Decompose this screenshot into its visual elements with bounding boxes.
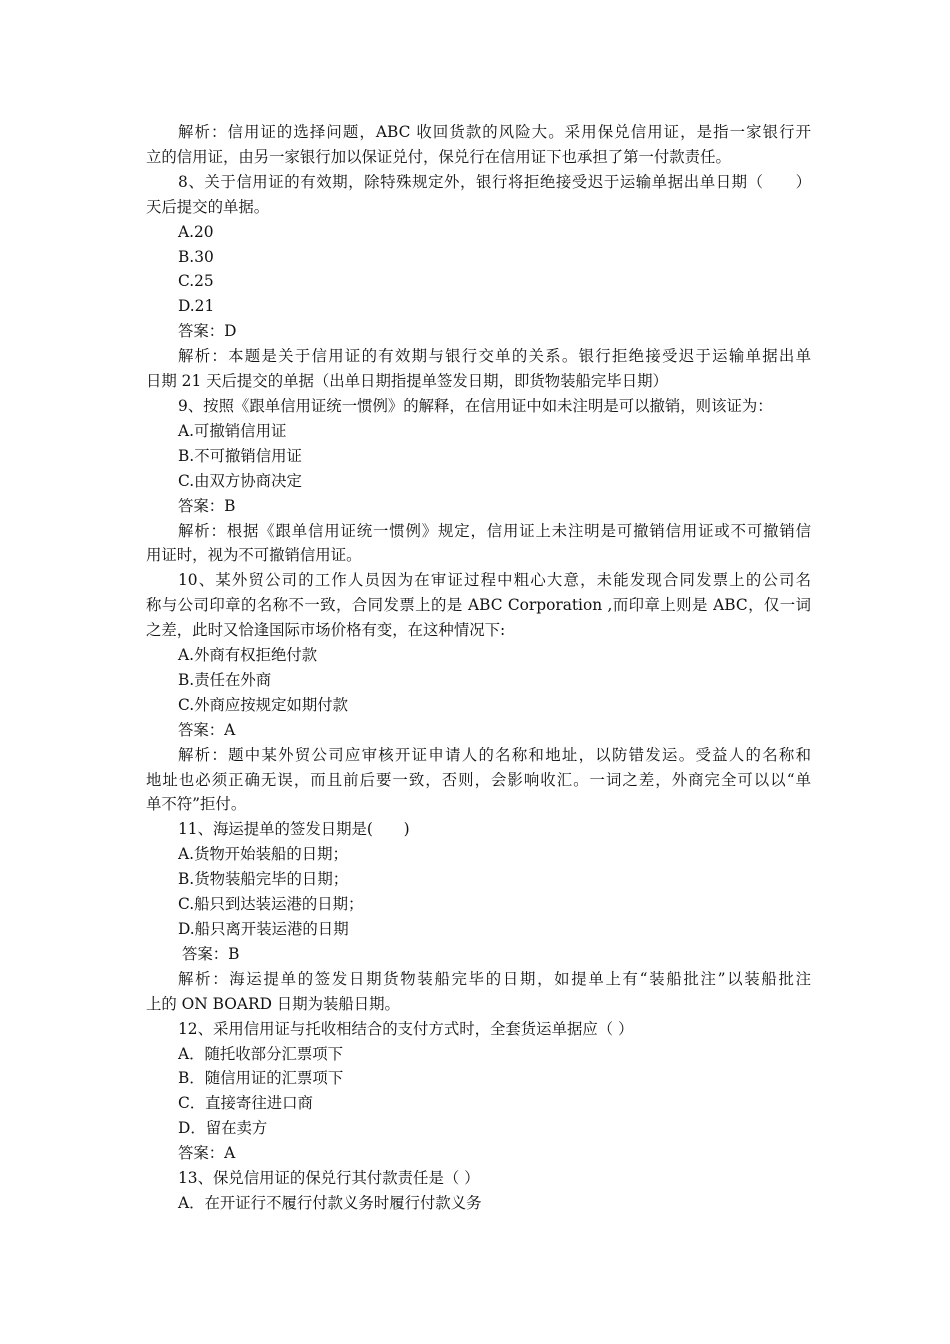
text-line: 日期 21 天后提交的单据（出单日期指提单签发日期，即货物装船完毕日期） — [146, 372, 668, 391]
option-a: A.20 — [178, 222, 214, 241]
text-line: 立的信用证，由另一家银行加以保证兑付，保兑行在信用证下也承担了第一付款责任。 — [146, 147, 731, 166]
option-c: C．直接寄往进口商 — [178, 1094, 313, 1113]
answer: 答案：B — [182, 944, 240, 963]
option-a: A.货物开始装船的日期； — [178, 845, 348, 864]
text-line: 地址也必须正确无误，而且前后要一致，否则，会影响收汇。一词之差，外商完全可以以“单 — [146, 770, 811, 789]
option-c: C.25 — [178, 272, 214, 291]
explanation: 解析：海运提单的签发日期货物装船完毕的日期，如提单上有“装船批注”以装船批注 — [178, 969, 811, 988]
question-11: 11、海运提单的签发日期是( ) — [178, 820, 410, 839]
option-a: A．随托收部分汇票项下 — [178, 1044, 344, 1063]
answer: 答案：D — [178, 322, 237, 341]
question-13: 13、保兑信用证的保兑行其付款责任是（ ） — [178, 1169, 480, 1188]
option-b: B.不可撤销信用证 — [178, 446, 302, 465]
option-b: B.货物装船完毕的日期； — [178, 870, 349, 889]
answer: 答案：A — [178, 1144, 236, 1163]
text-line: 上的 ON BOARD 日期为装船日期。 — [146, 994, 400, 1013]
option-b: B.责任在外商 — [178, 670, 272, 689]
explanation: 解析：根据《跟单信用证统一惯例》规定，信用证上未注明是可撤销信用证或不可撤销信 — [178, 521, 811, 540]
text-line: 用证时，视为不可撤销信用证。 — [146, 546, 362, 565]
text-line: 天后提交的单据。 — [146, 197, 270, 216]
option-c: C.船只到达装运港的日期； — [178, 895, 364, 914]
text-line: 单不符”拒付。 — [146, 795, 247, 814]
option-a: A．在开证行不履行付款义务时履行付款义务 — [178, 1193, 482, 1212]
option-b: B.30 — [178, 247, 214, 266]
text-line: 称与公司印章的名称不一致，合同发票上的是 ABC Corporation ,而印章上则是 ABC，仅一词 — [146, 596, 811, 615]
question-10: 10、某外贸公司的工作人员因为在审证过程中粗心大意，未能发现合同发票上的公司名 — [178, 571, 811, 590]
question-12: 12、采用信用证与托收相结合的支付方式时，全套货运单据应（ ） — [178, 1019, 634, 1038]
explanation: 解析：本题是关于信用证的有效期与银行交单的关系。银行拒绝接受迟于运输单据出单 — [178, 347, 811, 366]
option-c: C.由双方协商决定 — [178, 471, 302, 490]
option-a: A.外商有权拒绝付款 — [178, 646, 318, 665]
text-line: 之差，此时又恰逢国际市场价格有变，在这种情况下: — [146, 621, 506, 640]
option-d: D.船只离开装运港的日期 — [178, 920, 349, 938]
option-b: B．随信用证的汇票项下 — [178, 1069, 344, 1088]
document-page — [146, 120, 811, 1216]
option-d: D．留在卖方 — [178, 1119, 268, 1138]
option-a: A.可撤销信用证 — [178, 421, 287, 440]
option-c: C.外商应按规定如期付款 — [178, 695, 349, 714]
answer: 答案：A — [178, 720, 236, 739]
text-line: 解析：信用证的选择问题，ABC 收回货款的风险大。采用保兑信用证，是指一家银行开 — [178, 123, 811, 141]
option-d: D.21 — [178, 297, 215, 316]
explanation: 解析：题中某外贸公司应审核开证申请人的名称和地址，以防错发运。受益人的名称和 — [178, 745, 811, 764]
answer: 答案：B — [178, 496, 236, 515]
question-8: 8、关于信用证的有效期，除特殊规定外，银行将拒绝接受迟于运输单据出单日期（ ） — [178, 172, 811, 191]
question-9: 9、按照《跟单信用证统一惯例》的解释，在信用证中如未注明是可以撤销，则该证为： — [178, 396, 773, 415]
